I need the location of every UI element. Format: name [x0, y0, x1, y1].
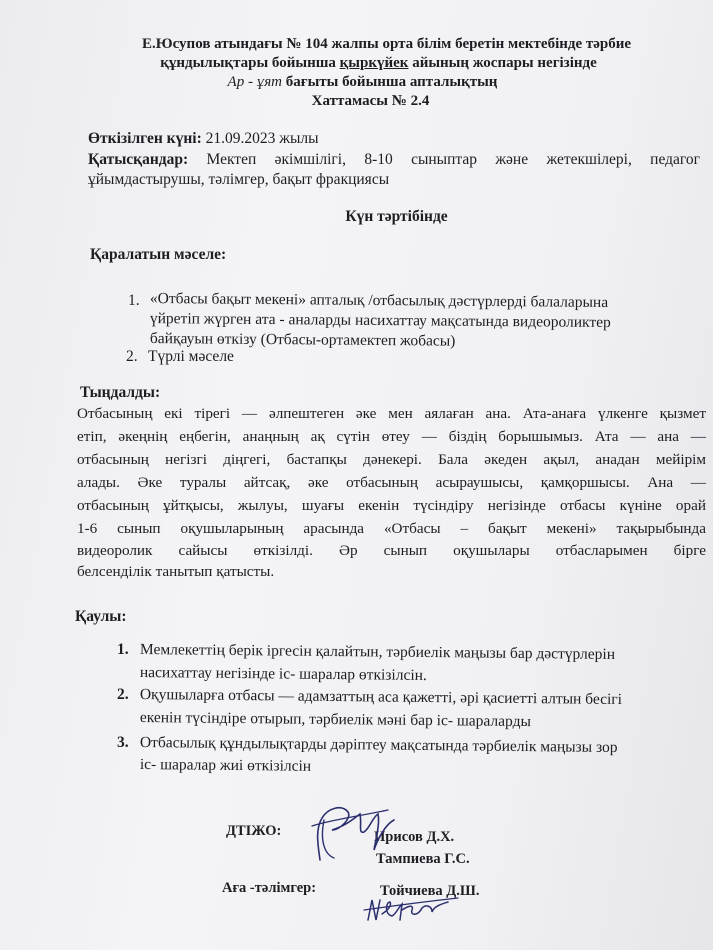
- header-line-3-rest: бағыты бойынша апталықтың: [282, 74, 498, 90]
- heard-title: Тыңдалды:: [80, 384, 161, 401]
- participants-row: [88, 151, 700, 169]
- header-line-2-pre: құндылықтары бойынша: [160, 55, 340, 71]
- heard-line-8: белсенділік танытып қатысты.: [77, 563, 275, 580]
- header-month: қыркүйек: [339, 55, 409, 71]
- issue-item-1-line-1: «Отбасы бақыт мекені» апталық /отбасылық дәстүрлерді балаларына: [149, 290, 609, 311]
- heard-line-1: Отбасының екі тірегі — әлпештеген әке мен аялаған ана. Ата-анаға үлкенге қызмет: [77, 405, 706, 422]
- decision-item-2-line-1: Оқушыларға отбасы — адамзаттың аса қажетті, әрі қасиетті алтын бесігі: [139, 686, 623, 709]
- participants-label: Қатысқандар:: [88, 151, 189, 168]
- heard-line-6: 1-6 сынып оқушыларының арасында «Отбасы – бақыт мекені» тақырыбында: [77, 520, 706, 537]
- header-line-3: [6, 74, 713, 91]
- heard-line-2: етіп, әкеңнің еңбегін, анаңның ақ сүтін өтеу — біздің борышымыз. Ата — ана —: [77, 428, 706, 445]
- signatory-2: Тампиева Г.С.: [376, 851, 470, 867]
- participants-line-2: ұйымдастырушы, тәлімгер, бақыт фракциясы: [88, 171, 390, 188]
- signatory-1: Ирисов Д.Х.: [374, 829, 455, 845]
- signature-2-handwritten: [362, 880, 462, 930]
- decision-item-1-line-1: Мемлекеттің берік іргесін қалайтын, тәрбиелік маңызы бар дәстүрлерін: [139, 641, 616, 663]
- signatory-3: Тойчиева Д.Ш.: [380, 883, 480, 899]
- header-line-1-text: Е.Юсупов атындағы № 104 жалпы орта білім беретін мектебінде тәрбие: [141, 36, 632, 52]
- issue-item-2-number: 2.: [126, 348, 138, 365]
- header-line-2-post: айының жоспары негізінде: [408, 55, 597, 71]
- decision-item-3-line-2: іс- шаралар жиі өткізілсін: [139, 756, 312, 775]
- issue-item-1-line-2: үйретіп жүрген ата - аналарды насихаттау мақсатында видеороликтер: [149, 310, 611, 332]
- date-label: Өткізілген күні:: [88, 130, 202, 147]
- decision-title: Қаулы:: [75, 608, 127, 625]
- decision-item-1-line-2: насихаттау негізінде іс- шаралар өткізілсін.: [139, 664, 427, 685]
- participants-line-1: Мектеп әкімшілігі, 8-10 сыныптар және жетекшілері, педагог: [188, 151, 700, 168]
- heard-line-5: отбасының ұйтқысы, жылуы, шуағы екенін түсіндіру негізінде отбасы күніне орай: [77, 497, 706, 514]
- date-value: 21.09.2023 жылы: [201, 130, 319, 147]
- header-direction: Ар - ұят: [227, 74, 283, 90]
- decision-item-1-number: 1.: [117, 641, 129, 658]
- header-line-2: [22, 55, 713, 72]
- heard-line-4: алады. Әке туралы айтсақ, әке отбасының асыраушысы, қамқоршысы. Ана —: [77, 474, 706, 491]
- heard-line-7: видеоролик сайысы өткізілді. Әр сынып оқушылары отбасларымен бірге: [77, 542, 706, 559]
- issue-item-2-text: Түрлі мәселе: [148, 348, 234, 365]
- decision-item-3-line-1: Отбасылық құндылықтарды дәріптеу мақсатында тәрбиелік маңызы зор: [139, 734, 618, 757]
- senior-counselor-label: Аға -тәлімгер:: [222, 880, 317, 896]
- decision-item-2-number: 2.: [117, 686, 129, 703]
- issue-item-1-line-3: байқауын өткізу (Отбасы-ортамектеп жобасы): [149, 330, 456, 350]
- agenda-title: Күн тәртібінде: [345, 208, 448, 225]
- heard-line-3: отбасының негізгі діңгегі, бастапқы дәнекері. Бала әкеден ақыл, анадан мейірім: [77, 451, 706, 468]
- header-line-1: [30, 36, 713, 53]
- decision-item-2-line-2: екенін түсіндіре отырып, тәрбиелік мәні бар іс- шараларды: [139, 709, 532, 731]
- protocol-title-text: Хаттамасы № 2.4: [311, 93, 430, 109]
- protocol-title: [14, 93, 713, 110]
- date-row: [88, 130, 319, 148]
- issue-item-1-number: 1.: [128, 292, 140, 309]
- issue-title: Қаралатын мәселе:: [90, 246, 227, 263]
- signature-1-handwritten: [290, 790, 400, 870]
- decision-item-3-number: 3.: [117, 734, 129, 751]
- dtizho-label: ДТІЖО:: [226, 823, 282, 839]
